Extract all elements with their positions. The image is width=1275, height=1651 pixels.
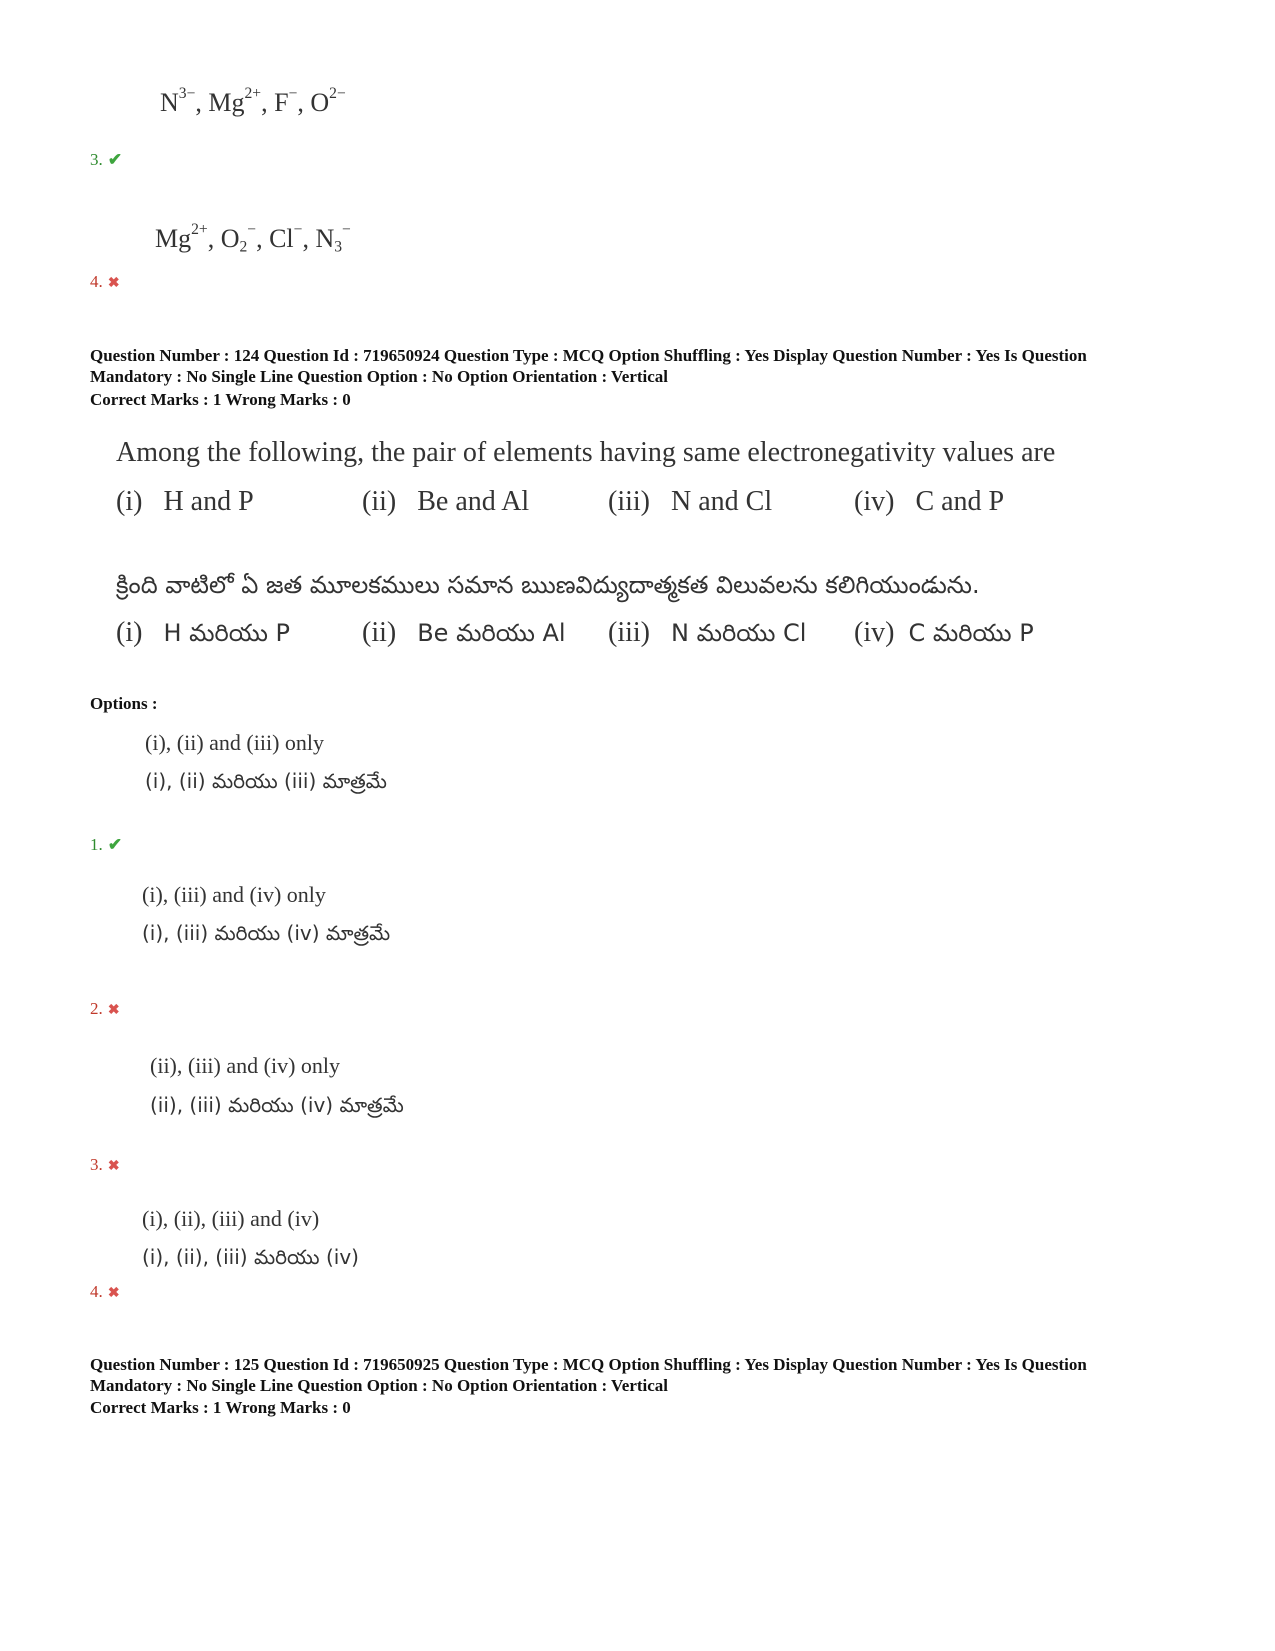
option-4-telugu: (i), (ii), (iii) మరియు (iv)	[142, 1245, 359, 1269]
question-125-meta: Question Number : 125 Question Id : 719650925 Question Type : MCQ Option Shuffling : Yes Display Question Number : Yes Is Question Mandatory : No Single Line Question Option : No Option Orientation : Vertical	[90, 1355, 1087, 1395]
question-stem-telugu: క్రింది వాటిలో ఏ జత మూలకములు సమాన ఋణవిద్యుదాత్మకత విలువలను కలిగియుండును.	[116, 571, 980, 599]
cross-icon: ✖	[107, 1158, 120, 1174]
cross-icon: ✖	[107, 1002, 120, 1018]
option-2-marker: 2. ✖	[90, 999, 120, 1018]
item-en-2: (ii) Be and Al	[362, 486, 530, 517]
item-en-1: (i) H and P	[116, 486, 254, 517]
cross-icon: ✖	[107, 1285, 120, 1301]
question-124-marks: Correct Marks : 1 Wrong Marks : 0	[90, 390, 351, 409]
option-marker-3: 3. ✔	[90, 150, 123, 170]
check-icon: ✔	[107, 150, 123, 170]
option-2-telugu: (i), (iii) మరియు (iv) మాత్రమే	[142, 921, 391, 945]
option-3-english: (ii), (iii) and (iv) only	[150, 1053, 341, 1078]
option-4-marker: 4. ✖	[90, 1282, 120, 1301]
question-124-meta: Question Number : 124 Question Id : 719650924 Question Type : MCQ Option Shuffling : Yes Display Question Number : Yes Is Question Mandatory : No Single Line Question Option : No Option Orientation : Vertical	[90, 346, 1087, 386]
cross-icon: ✖	[107, 275, 120, 291]
formula-option-3: $N^{3-}$, $Mg^{2+}$, F−, $O^{2-}$	[160, 84, 346, 117]
option-3-marker: 3. ✖	[90, 1155, 120, 1174]
item-te-4: (iv) C మరియు P	[854, 617, 1034, 648]
option-3-telugu: (ii), (iii) మరియు (iv) మాత్రమే	[150, 1093, 404, 1117]
option-1-english: (i), (ii) and (iii) only	[145, 730, 325, 755]
option-marker-4: 4. ✖	[90, 272, 120, 291]
item-te-3: (iii) N మరియు Cl	[608, 617, 807, 648]
item-te-1: (i) H మరియు P	[116, 617, 291, 648]
item-en-3: (iii) N and Cl	[608, 486, 773, 517]
question-stem-english: Among the following, the pair of elements having same electronegativity values are	[116, 437, 1056, 468]
options-label: Options :	[90, 694, 158, 713]
item-te-2: (ii) Be మరియు Al	[362, 617, 566, 648]
option-1-marker: 1. ✔	[90, 835, 123, 855]
option-4-english: (i), (ii), (iii) and (iv)	[142, 1206, 320, 1231]
option-1-telugu: (i), (ii) మరియు (iii) మాత్రమే	[145, 769, 387, 793]
question-125-marks: Correct Marks : 1 Wrong Marks : 0	[90, 1398, 351, 1417]
check-icon: ✔	[107, 835, 123, 855]
item-en-4: (iv) C and P	[854, 486, 1005, 517]
formula-option-4: $Mg^{2+}$, $O_2^-$, Cl−, $N_3^-$	[155, 220, 351, 256]
option-2-english: (i), (iii) and (iv) only	[142, 882, 326, 907]
